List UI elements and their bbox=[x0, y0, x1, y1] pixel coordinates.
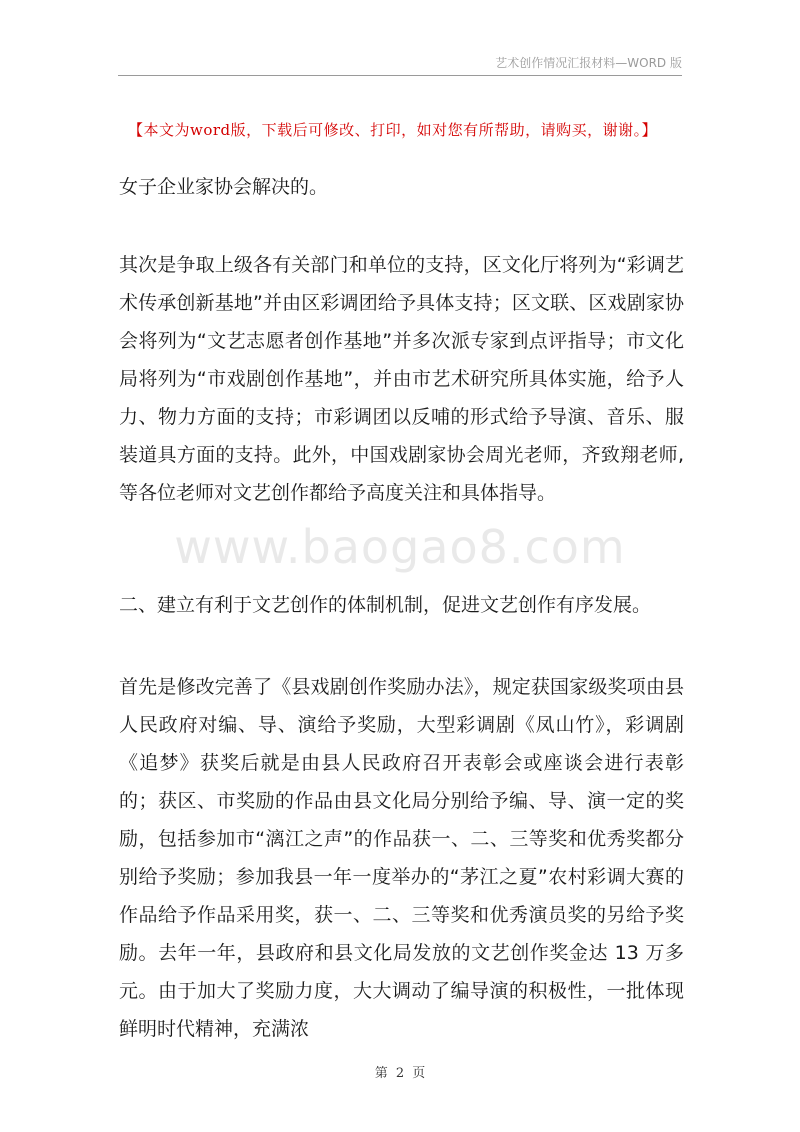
header-title: 艺术创作情况汇报材料—WORD 版 bbox=[495, 56, 682, 70]
page-value: 2 bbox=[395, 1066, 405, 1081]
page-prefix: 第 bbox=[374, 1066, 388, 1081]
paragraph-2: 其次是争取上级各有关部门和单位的支持，区文化厅将列为“彩调艺术传承创新基地”并由区彩调团给予具体支持；区文联、区戏剧家协会将列为“文艺志愿者创作基地”并多次派专家到点评指导；市文化局将列为“市戏剧创作基地”，并由市艺术研究所具体实施，给予人力、物力方面的支持；市彩调团以反哺的形式给予导演、音乐、服装道具方面的支持。此外，中国戏剧家协会周光老师，齐致翔老师,等各位老师对文艺创作都给予高度关注和具体指导。 bbox=[119, 254, 684, 504]
page-suffix: 页 bbox=[412, 1066, 426, 1081]
paragraph-4: 首先是修改完善了《县戏剧创作奖励办法》，规定获国家级奖项由县人民政府对编、导、演给予奖励，大型彩调剧《凤山竹》，彩调剧《追梦》获奖后就是由县人民政府召开表彰会或座谈会进行表彰的；获区、市奖励的作品由县文化局分别给予编、导、演一定的奖励，包括参加市“漓江之声”的作品获一、二、三等奖和优秀奖都分别给予奖励；参加我县一年一度举办的“茅江之夏”农村彩调大赛的作品给予作品采用奖，获一、二、三等奖和优秀演员奖的另给予奖励。去年一年，县政府和县文化局发放的文艺创作奖金达 13 万多元。由于加大了奖励力度，大大调动了编导演的积极性，一批体现鲜明时代精神，充满浓 bbox=[119, 676, 684, 1040]
paragraph-1: 女子企业家协会解决的。 bbox=[119, 176, 329, 198]
section-heading: 二、建立有利于文艺创作的体制机制，促进文艺创作有序发展。 bbox=[119, 594, 652, 616]
download-notice: 【本文为word版，下载后可修改、打印，如对您有所帮助，请购买，谢谢。】 bbox=[128, 121, 658, 139]
header-divider bbox=[118, 75, 682, 76]
watermark: www.baogao8.com bbox=[174, 520, 626, 574]
page-number bbox=[0, 1062, 800, 1081]
